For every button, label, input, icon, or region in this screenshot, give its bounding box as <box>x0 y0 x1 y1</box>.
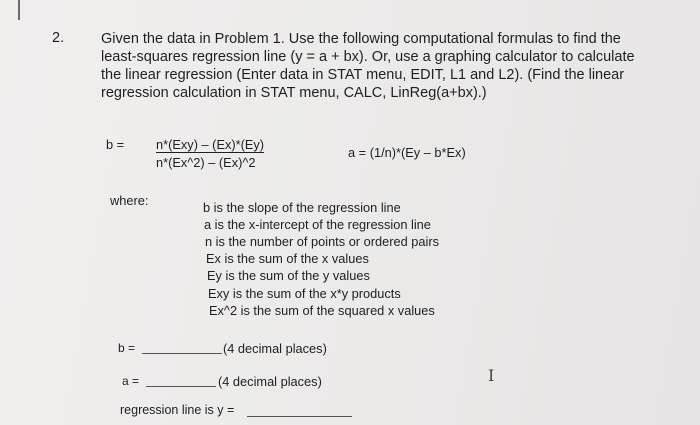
a-answer-label: a = <box>122 374 140 388</box>
problem-line-2: least-squares regression line (y = a + bx). Or, use a graphing calculator to calculate <box>101 49 635 65</box>
b-answer-blank[interactable] <box>142 352 222 354</box>
where-label: where: <box>110 193 149 208</box>
where-item: b is the slope of the regression line <box>203 200 401 215</box>
b-formula-denominator: n*(Ex^2) – (Ex)^2 <box>156 155 256 170</box>
b-answer-note: (4 decimal places) <box>223 341 327 356</box>
problem-line-3: the linear regression (Enter data in STAT menu, EDIT, L1 and L2). (Find the linear <box>101 67 625 83</box>
problem-line-1: Given the data in Problem 1. Use the following computational formulas to find the <box>101 31 621 47</box>
b-formula-label: b = <box>106 137 125 152</box>
b-answer-label: b = <box>118 341 136 355</box>
problem-line-4: regression calculation in STAT menu, CALC, LinReg(a+bx).) <box>101 85 487 101</box>
where-item: Ey is the sum of the y values <box>207 268 370 283</box>
where-item: Ex is the sum of the x values <box>206 251 369 266</box>
where-item: Exy is the sum of the x*y products <box>208 286 401 301</box>
problem-number: 2. <box>52 30 65 46</box>
b-formula-numerator: n*(Exy) – (Ex)*(Ey) <box>156 137 265 152</box>
a-answer-note: (4 decimal places) <box>218 374 322 389</box>
regression-line-label: regression line is y = <box>120 403 235 417</box>
margin-rule <box>18 0 20 20</box>
a-answer-blank[interactable] <box>146 385 216 387</box>
a-formula: a = (1/n)*(Ey – b*Ex) <box>348 145 466 160</box>
regression-answer-blank[interactable] <box>247 415 352 417</box>
where-item: a is the x-intercept of the regression line <box>204 217 431 232</box>
where-item: Ex^2 is the sum of the squared x values <box>209 303 435 318</box>
where-item: n is the number of points or ordered pairs <box>205 234 440 249</box>
text-cursor-icon: I <box>488 366 495 385</box>
